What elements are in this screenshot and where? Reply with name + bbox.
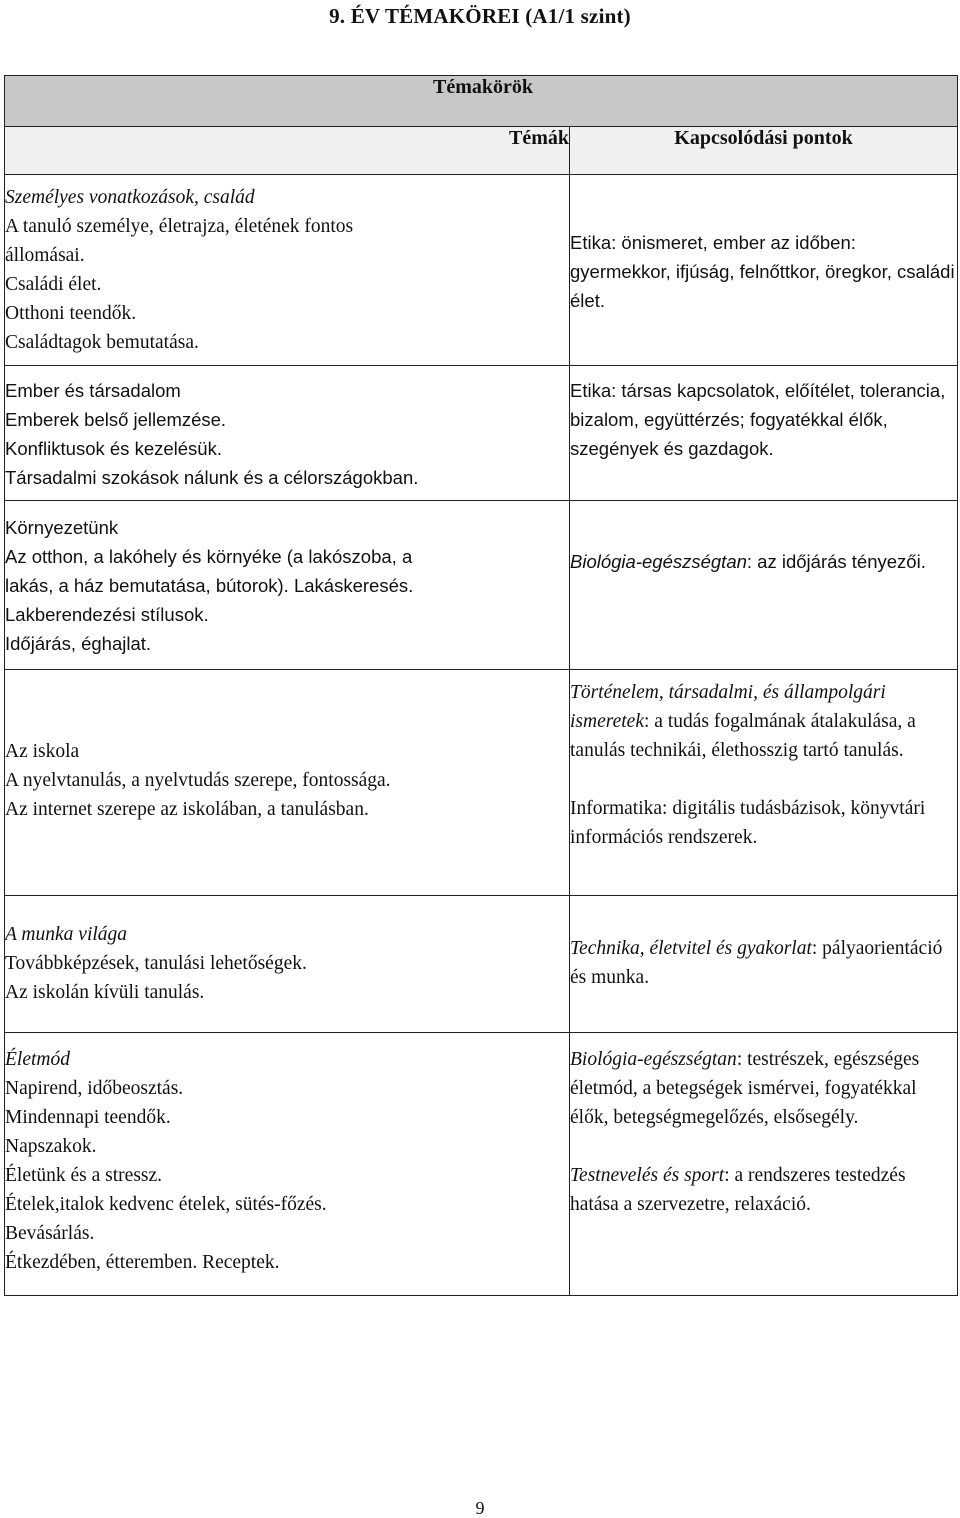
column-header-row [5,127,958,175]
table-row [5,501,958,670]
connection-subject: Etika [570,380,612,401]
page-number: 9 [475,1498,485,1518]
topic-cell [5,366,570,501]
connection-paragraph [570,678,957,765]
topic-heading: Környezetünk [5,517,119,538]
table-row [5,670,958,896]
connection-paragraph [570,794,957,852]
connection-subject: Biológia-egészségtan [570,1049,737,1070]
connection-text: : társas kapcsolatok, előítélet, tolerancia, bizalom, együttérzés; fogyatékkal élők, szegények és gazdagok. [570,380,946,459]
connection-paragraph [570,1045,957,1132]
topic-line: lakás, a ház bemutatása, bútorok). Lakáskeresés. [5,575,414,596]
table-row [5,175,958,366]
connection-paragraph [570,376,957,463]
topic-line: Továbbképzések, tanulási lehetőségek. [5,953,307,974]
connection-subject: Technika, életvitel és gyakorlat [570,938,812,959]
topic-line: Életünk és a stressz. [5,1165,163,1186]
topic-line: Mindennapi teendők. [5,1107,171,1128]
topic-line: Családi élet. [5,274,102,295]
connection-cell [570,501,958,670]
topic-cell [5,896,570,1033]
topic-heading: Az iskola [5,741,80,762]
topic-line: Lakberendezési stílusok. [5,604,209,625]
connection-paragraph [570,228,957,315]
topic-line: Az internet szerepe az iskolában, a tanulásban. [5,799,369,820]
column-header-topics: Témák [5,127,570,175]
topic-line: A nyelvtanulás, a nyelvtudás szerepe, fontossága. [5,770,391,791]
super-header-row [5,76,958,127]
topic-line: Időjárás, éghajlat. [5,633,152,654]
topic-line: A tanuló személye, életrajza, életének fontos [5,216,354,237]
connection-subject: Informatika [570,798,663,819]
topic-cell [5,670,570,896]
connection-paragraph [570,934,957,992]
connection-paragraph [570,1161,957,1219]
topic-heading: Ember és társadalom [5,380,181,401]
connection-cell [570,366,958,501]
connection-text: : testrészek, egészséges életmód, a betegségek ismérvei, fogyatékkal élők, betegségmegelőzés, elsősegély. [570,1049,920,1128]
connection-subject: Testnevelés és sport [570,1165,725,1186]
topics-table [4,75,958,1296]
page-title: 9. ÉV TÉMAKÖREI (A1/1 szint) [329,4,631,28]
table-row [5,1033,958,1296]
connection-text: : önismeret, ember az időben: gyermekkor, ifjúság, felnőttkor, öregkor, családi élet. [570,232,955,311]
topic-cell [5,501,570,670]
topic-line: Étkezdében, étteremben. Receptek. [5,1252,280,1273]
connection-text: : a tudás fogalmának átalakulása, a tanulás technikái, élethosszig tartó tanulás. [570,711,916,761]
topic-line: Napirend, időbeosztás. [5,1078,184,1099]
connection-paragraph [570,547,957,576]
connection-cell [570,670,958,896]
topic-line: állomásai. [5,245,85,266]
topic-line: Családtagok bemutatása. [5,332,199,353]
topic-line: Konfliktusok és kezelésük. [5,438,222,459]
connection-cell [570,1033,958,1296]
topic-cell [5,175,570,366]
connection-subject: Etika [570,232,612,253]
connection-subject: Történelem, társadalmi, és állampolgári ismeretek [570,682,886,732]
connection-cell [570,896,958,1033]
connection-text: : az időjárás tényezői. [746,551,926,572]
super-header: Témakörök [5,76,958,127]
column-header-connections: Kapcsolódási pontok [570,127,958,175]
connection-text: : pályaorientáció és munka. [570,938,943,988]
topic-line: Otthoni teendők. [5,303,137,324]
topic-heading: Életmód [5,1049,70,1070]
connection-text: : a rendszeres testedzés hatása a szervezetre, relaxáció. [570,1165,906,1215]
connection-cell [570,175,958,366]
topic-heading: Személyes vonatkozások, család [5,187,255,208]
topic-line: Az iskolán kívüli tanulás. [5,982,205,1003]
topic-heading: A munka világa [5,924,128,945]
topic-line: Emberek belső jellemzése. [5,409,227,430]
topic-cell [5,1033,570,1296]
table-row [5,366,958,501]
connection-text: : digitális tudásbázisok, könyvtári információs rendszerek. [570,798,926,848]
topic-line: Ételek,italok kedvenc ételek, sütés-főzés. [5,1194,327,1215]
topic-line: Az otthon, a lakóhely és környéke (a lakószoba, a [5,546,413,567]
topic-line: Bevásárlás. [5,1223,95,1244]
topic-line: Társadalmi szokások nálunk és a célországokban. [5,467,419,488]
topic-line: Napszakok. [5,1136,97,1157]
connection-subject: Biológia-egészségtan [570,551,747,572]
table-row [5,896,958,1033]
